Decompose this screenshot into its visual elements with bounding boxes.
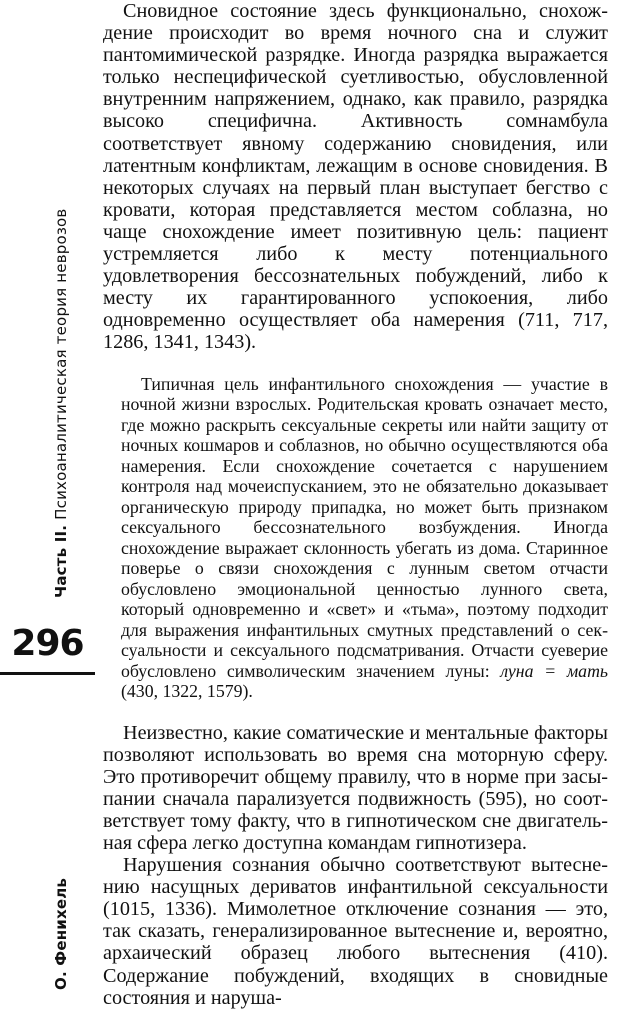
paragraph-motor-sphere: Неизвестно, какие соматические и ментальные факторы позволяют использовать во время сна моторную сферу. Это противоречит общему правилу, что в норме при засыпании сначала парализуется подвижность (595), но соответствует тому факту, что в гипнотическом сне двигательная сфера легко доступна командам гипнотизера. xyxy=(103,721,608,854)
paragraph-consciousness-disorders: Нарушения сознания обычно соответствуют вытеснению насущных дериватов инфантильной сексуальности (1015, 1336). Мимолетное отключение сознания — это, так сказать, генерализированное вытеснение и, вероятно, архаический образец любого вытеснения (410). Содержание побуждений, входящих в сновидные состояния и наруша- xyxy=(103,854,608,1009)
paragraph-sleepwalking-function: Сновидное состояние здесь функционально, снохождение происходит во время ночного сна и служит пантомимической разрядке. Иногда разрядка выражается только неспецифической суетливостью, обусловленной внутренним напряжением, однако, как правило, разрядка высоко специфична. Активность сомнамбула соответствует явному содержанию сновидения, или латентным конфликтам, лежащим в основе сновидения. В некоторых случаях на первый план выступает бегство с кровати, которая представляется местом соблазна, но чаще снохождение имеет позитивную цель: пациент устремляется либо к месту потенциального удовлетворения бессознательных побуждений, либо к месту их гарантированного успокоения, либо одновременно осуществляет оба намерения (711, 717, 1286, 1341, 1343). xyxy=(103,0,608,354)
running-head-part-title: Психоаналитическая теория неврозов xyxy=(52,208,70,525)
page-number: 296 xyxy=(11,623,84,664)
page-number-rule xyxy=(0,672,95,675)
running-head-part-number: Часть II. xyxy=(52,524,70,598)
note-text: Типичная цель инфантильного снохождения — участие в ночной жизни взрослых. Родительская кровать означает место, где можно раскрыть сексуальные секреты или найти защиту от ночных кошмаров и соблазнов, но обычно осуществляются оба намерения. Если снохождение сочетается с нарушением контроля над мочеиспусканием, это не обязательно доказывает органическую природу припадка, но может быть признаком сексуального бессознательного возбуждения. Иногда снохождение выражает склонность убегать из дома. Старинное поверье о связи снохождения с лунным светом отчасти обусловлено эмоциональной ценностью лунного света, который одновременно и «свет» и «тьма», поэтому подходит для выражения инфантильных смутных представлений о сексуальности и сексуального подсматривания. Отчасти суеверие обусловлено символическим значением луны: xyxy=(121,373,608,681)
note-italic-equation: луна = мать xyxy=(500,660,609,681)
page-margin xyxy=(0,0,95,998)
small-print-note xyxy=(103,374,608,702)
running-head-author: О. Фенихель xyxy=(52,877,70,990)
page-body xyxy=(103,0,608,1009)
running-head-part xyxy=(52,209,70,598)
note-references: (430, 1322, 1579). xyxy=(121,681,253,701)
